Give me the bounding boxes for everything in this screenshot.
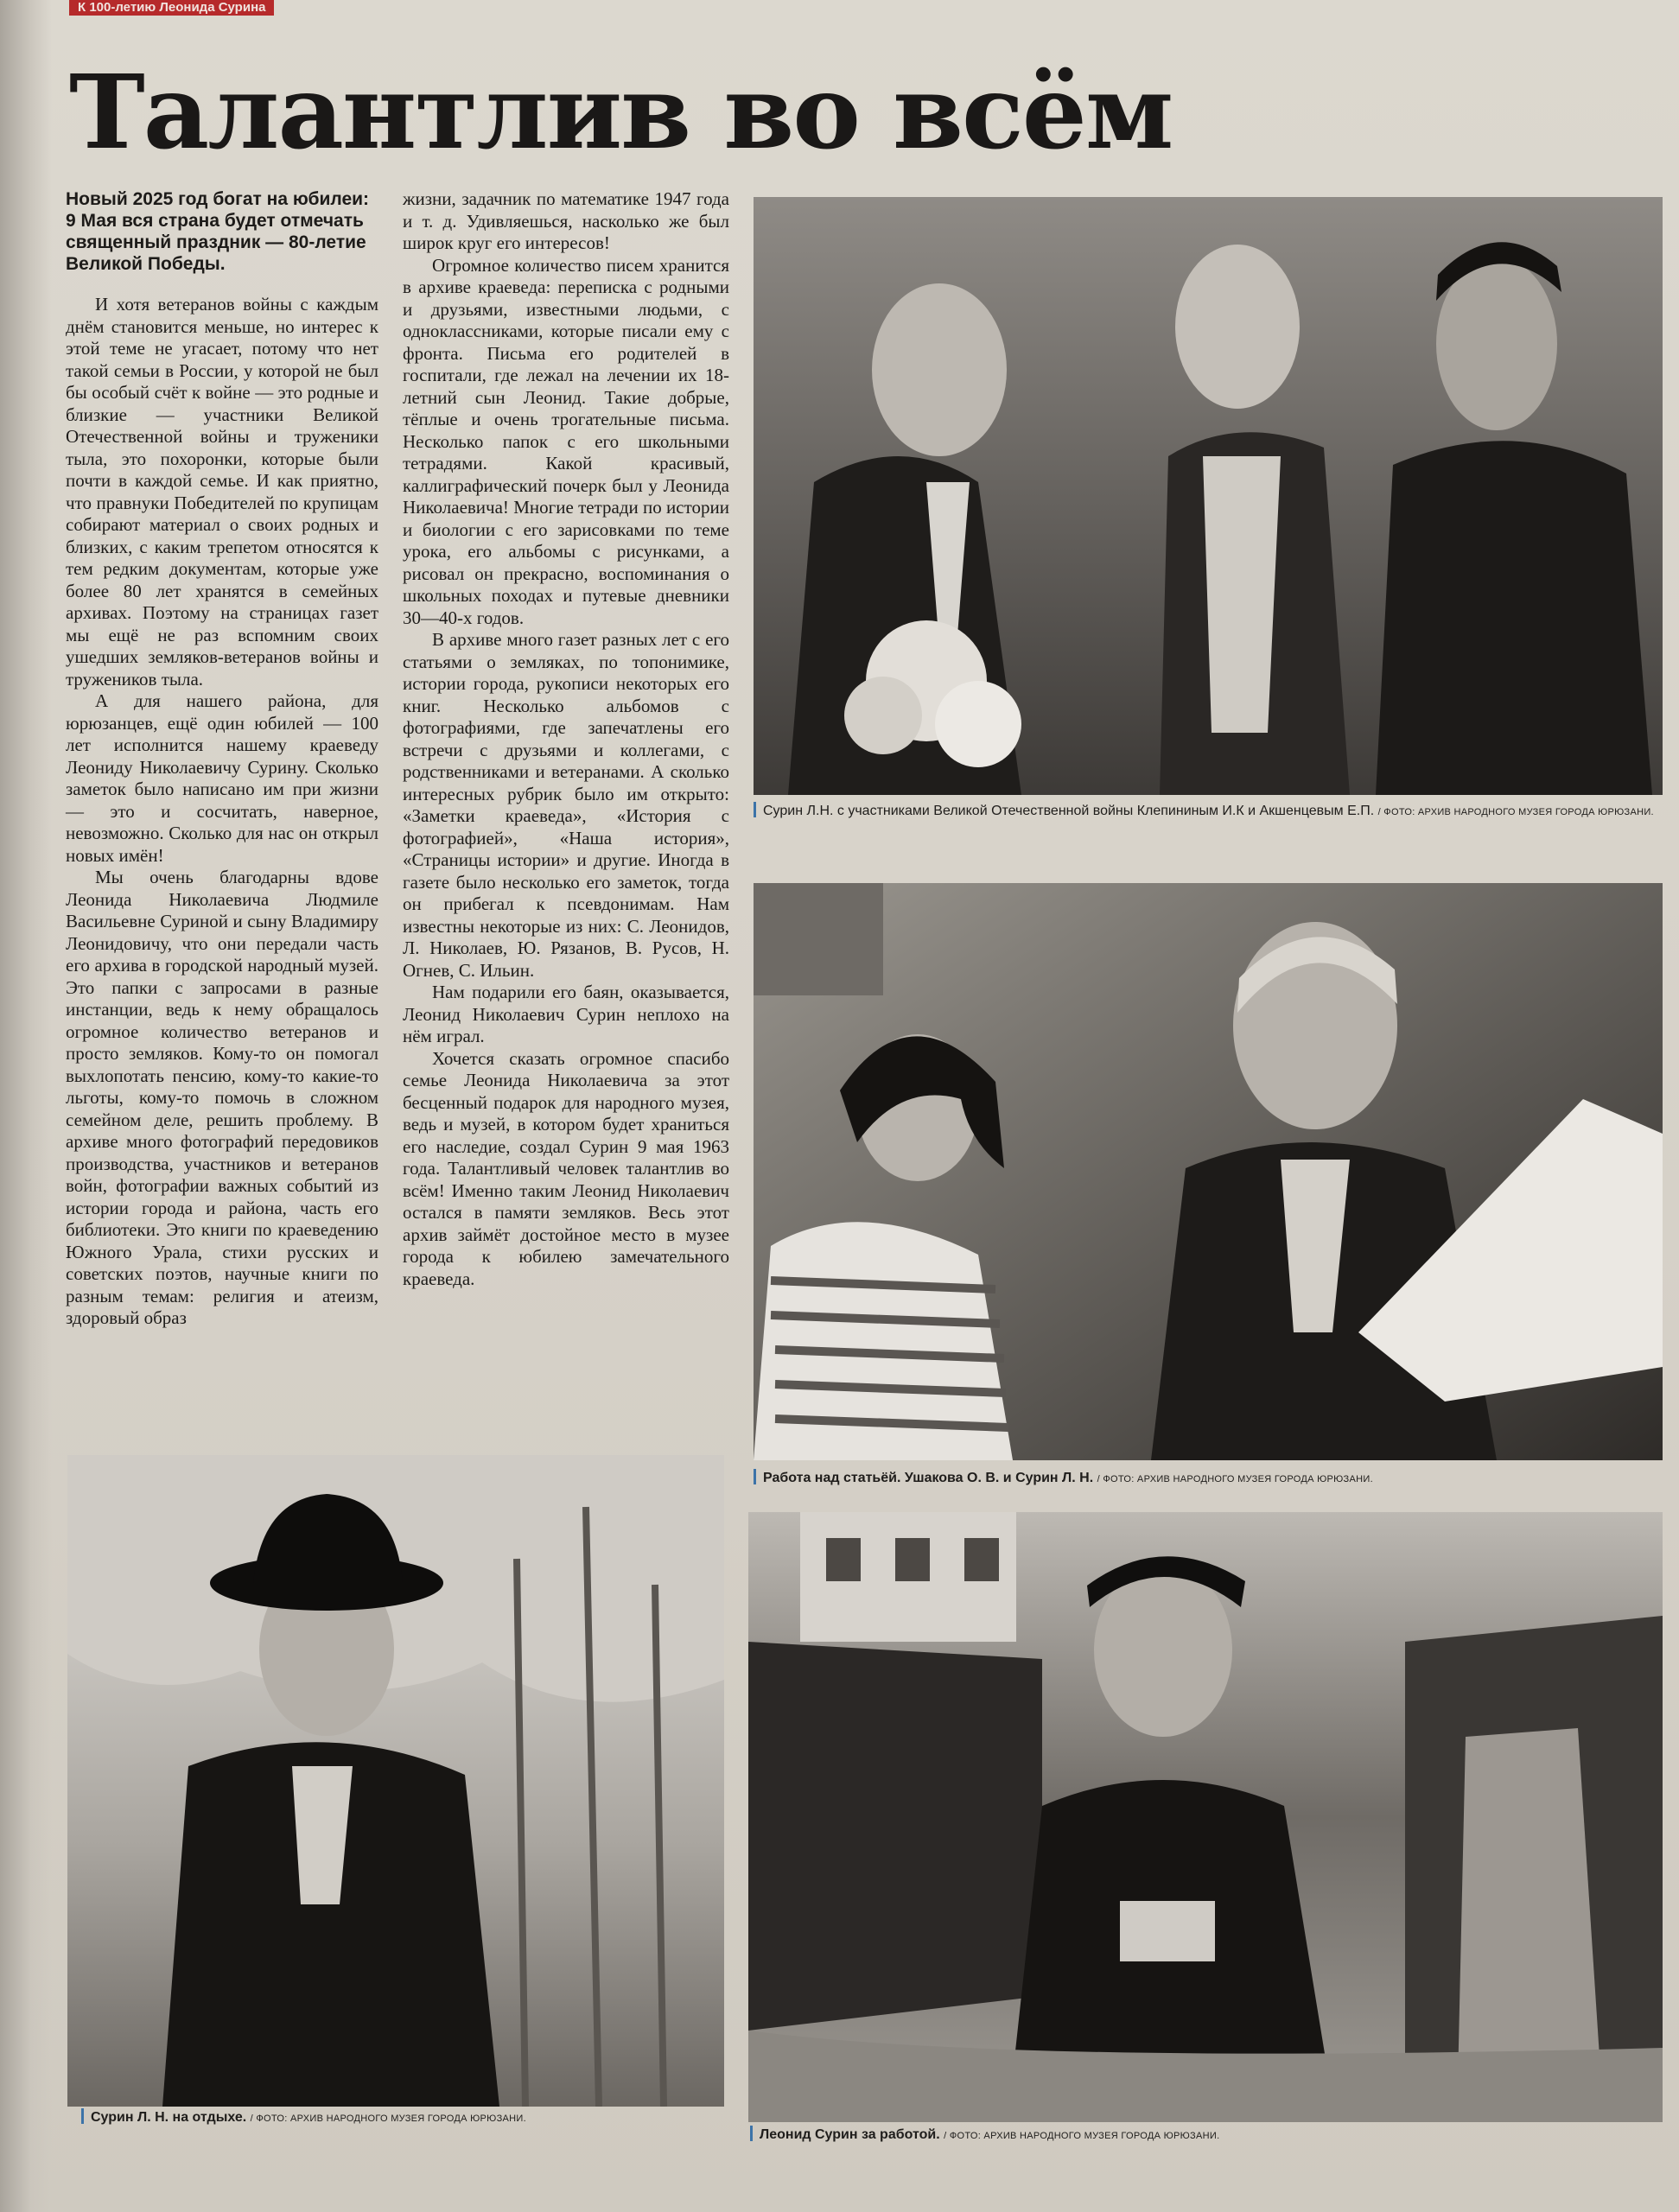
caption-text: Леонид Сурин за работой. (760, 2127, 940, 2142)
photo-credit: / ФОТО: АРХИВ НАРОДНОГО МУЗЕЯ ГОРОДА ЮРЮЗАНИ. (1097, 1474, 1373, 1484)
caption-bar (754, 1469, 756, 1484)
caption-text: Сурин Л.Н. с участниками Великой Отечественной войны Клепининым И.К и Акшенцевым Е.П. (763, 804, 1375, 818)
photo-three-veterans (754, 197, 1663, 795)
headline: Талантлив во всём (69, 52, 1173, 172)
photo-working-on-article (754, 883, 1663, 1460)
paragraph: Огромное количество писем хранится в архиве краеведа: переписка с родными и друзьями, известными людьми, с одноклассниками, которые писали ему с фронта. Письма его родителей в госпитали, где лежал на лечении их 18-летний сын Леонид. Такие добрые, тёплые и очень трогательные письма. Несколько папок с его школьными тетрадями. Какой красивый, каллиграфический почерк был у Леонида Николаевича! Многие тетради по истории и биологии с его зарисовками по теме урока, его альбомы с рисунками, а рисовал он прекрасно, воспоминания о школьных походах и путевые дневники 30—40-х годов. (403, 254, 729, 628)
article-lead: Новый 2025 год богат на юбилеи: 9 Мая вся страна будет отмечать священный праздник — 80-летие Великой Победы. (66, 189, 370, 274)
caption-photo-1 (754, 802, 1663, 822)
photo-credit: / ФОТО: АРХИВ НАРОДНОГО МУЗЕЯ ГОРОДА ЮРЮЗАНИ. (250, 2113, 526, 2124)
paragraph: Хочется сказать огромное спасибо семье Леонида Николаевича за этот бесценный подарок для народного музея, ведь и музей, в котором будет храниться его наследие, создал Сурин 9 мая 1963 года. Талантливый человек талантлив во всём! Именно таким Леонид Николаевич остался в памяти земляков. Весь этот архив займёт достойное место в музее города к юбилею замечательного краеведа. (403, 1047, 729, 1289)
caption-bar (81, 2108, 84, 2124)
photo-man-in-hat (67, 1455, 724, 2107)
article-column-1 (66, 188, 378, 1330)
caption-bar (754, 802, 756, 817)
caption-text: Сурин Л. Н. на отдыхе. (91, 2110, 247, 2125)
paragraph: Мы очень благодарны вдове Леонида Николаевича Людмиле Васильевне Суриной и сыну Владимиру Леонидовичу, что они передали часть его архива в городской народный музей. Это папки с запросами в разные инстанции, ведь к нему обращалось огромное количество ветеранов и просто земляков. Кому-то он помогал выхлопотать пенсию, кому-то какие-то льготы, кому-то помочь в сложном семейном деле, решить проблему. В архиве много фотографий передовиков производства, участников и ветеранов войн, фотографии важных событий из истории города и района, часть его библиотеки. Это книги по краеведению Южного Урала, стихи русских и советских поэтов, научные книги по разным темам: религия и атеизм, здоровый образ (66, 867, 378, 1328)
paragraph: Нам подарили его баян, оказывается, Леонид Николаевич Сурин неплохо на нём играл. (403, 982, 729, 1046)
rubric-banner: К 100-летию Леонида Сурина (69, 0, 274, 16)
paragraph: В архиве много газет разных лет с его статьями о земляках, по топонимике, истории города, рукописи некоторых его книг. Несколько альбомов с фотографиями, где запечатлены его встречи с друзьями и коллегами, с родственниками и ветеранами. А сколько интересных рубрик было им открыто: «Заметки краеведа», «История с фотографией», «Наша история», «Страницы истории» и другие. Иногда в газете было несколько его заметок, тогда он прибегал к псевдонимам. Нам известны некоторые из них: С. Леонидов, Л. Николаев, Ю. Рязанов, В. Русов, Н. Огнев, С. Ильин. (403, 629, 729, 981)
page-binding-shadow (0, 0, 52, 2212)
paragraph: А для нашего района, для юрюзанцев, ещё один юбилей — 100 лет исполнится нашему краеведу Леониду Николаевичу Сурину. Сколько заметок было написано им при жизни — это и сосчитать, наверное, невозможно. Сколько для нас он открыл новых имён! (66, 690, 378, 866)
photo-credit: / ФОТО: АРХИВ НАРОДНОГО МУЗЕЯ ГОРОДА ЮРЮЗАНИ. (1377, 807, 1654, 817)
article-column-2 (403, 188, 729, 1290)
photo-credit: / ФОТО: АРХИВ НАРОДНОГО МУЗЕЯ ГОРОДА ЮРЮЗАНИ. (944, 2131, 1220, 2141)
paragraph: И хотя ветеранов войны с каждым днём становится меньше, но интерес к этой теме не угасает, потому что нет такой семьи в России, у которой не был бы особый счёт к войне — это родные и близкие — участники Великой Отечественной войны и труженики тыла, это похоронки, которые были почти в каждой семье. И как приятно, что правнуки Победителей по крупицам собирают материал о своих родных и близких, с каким трепетом относятся к тем редким документам, которые уже более 80 лет хранятся в семейных архивах. Поэтому на страницах газет мы ещё не раз вспомним своих ушедших земляков-ветеранов войны и тружеников тыла. (66, 294, 378, 690)
caption-bar (750, 2126, 753, 2141)
caption-photo-4 (750, 2126, 1663, 2145)
photo-at-work-with-camera (748, 1512, 1663, 2122)
caption-text: Работа над статьёй. Ушакова О. В. и Сурин Л. Н. (763, 1471, 1094, 1485)
caption-photo-3 (81, 2108, 721, 2128)
caption-photo-2 (754, 1469, 1663, 1489)
paragraph: жизни, задачник по математике 1947 года и т. д. Удивляешься, насколько же был широк круг его интересов! (403, 188, 729, 253)
